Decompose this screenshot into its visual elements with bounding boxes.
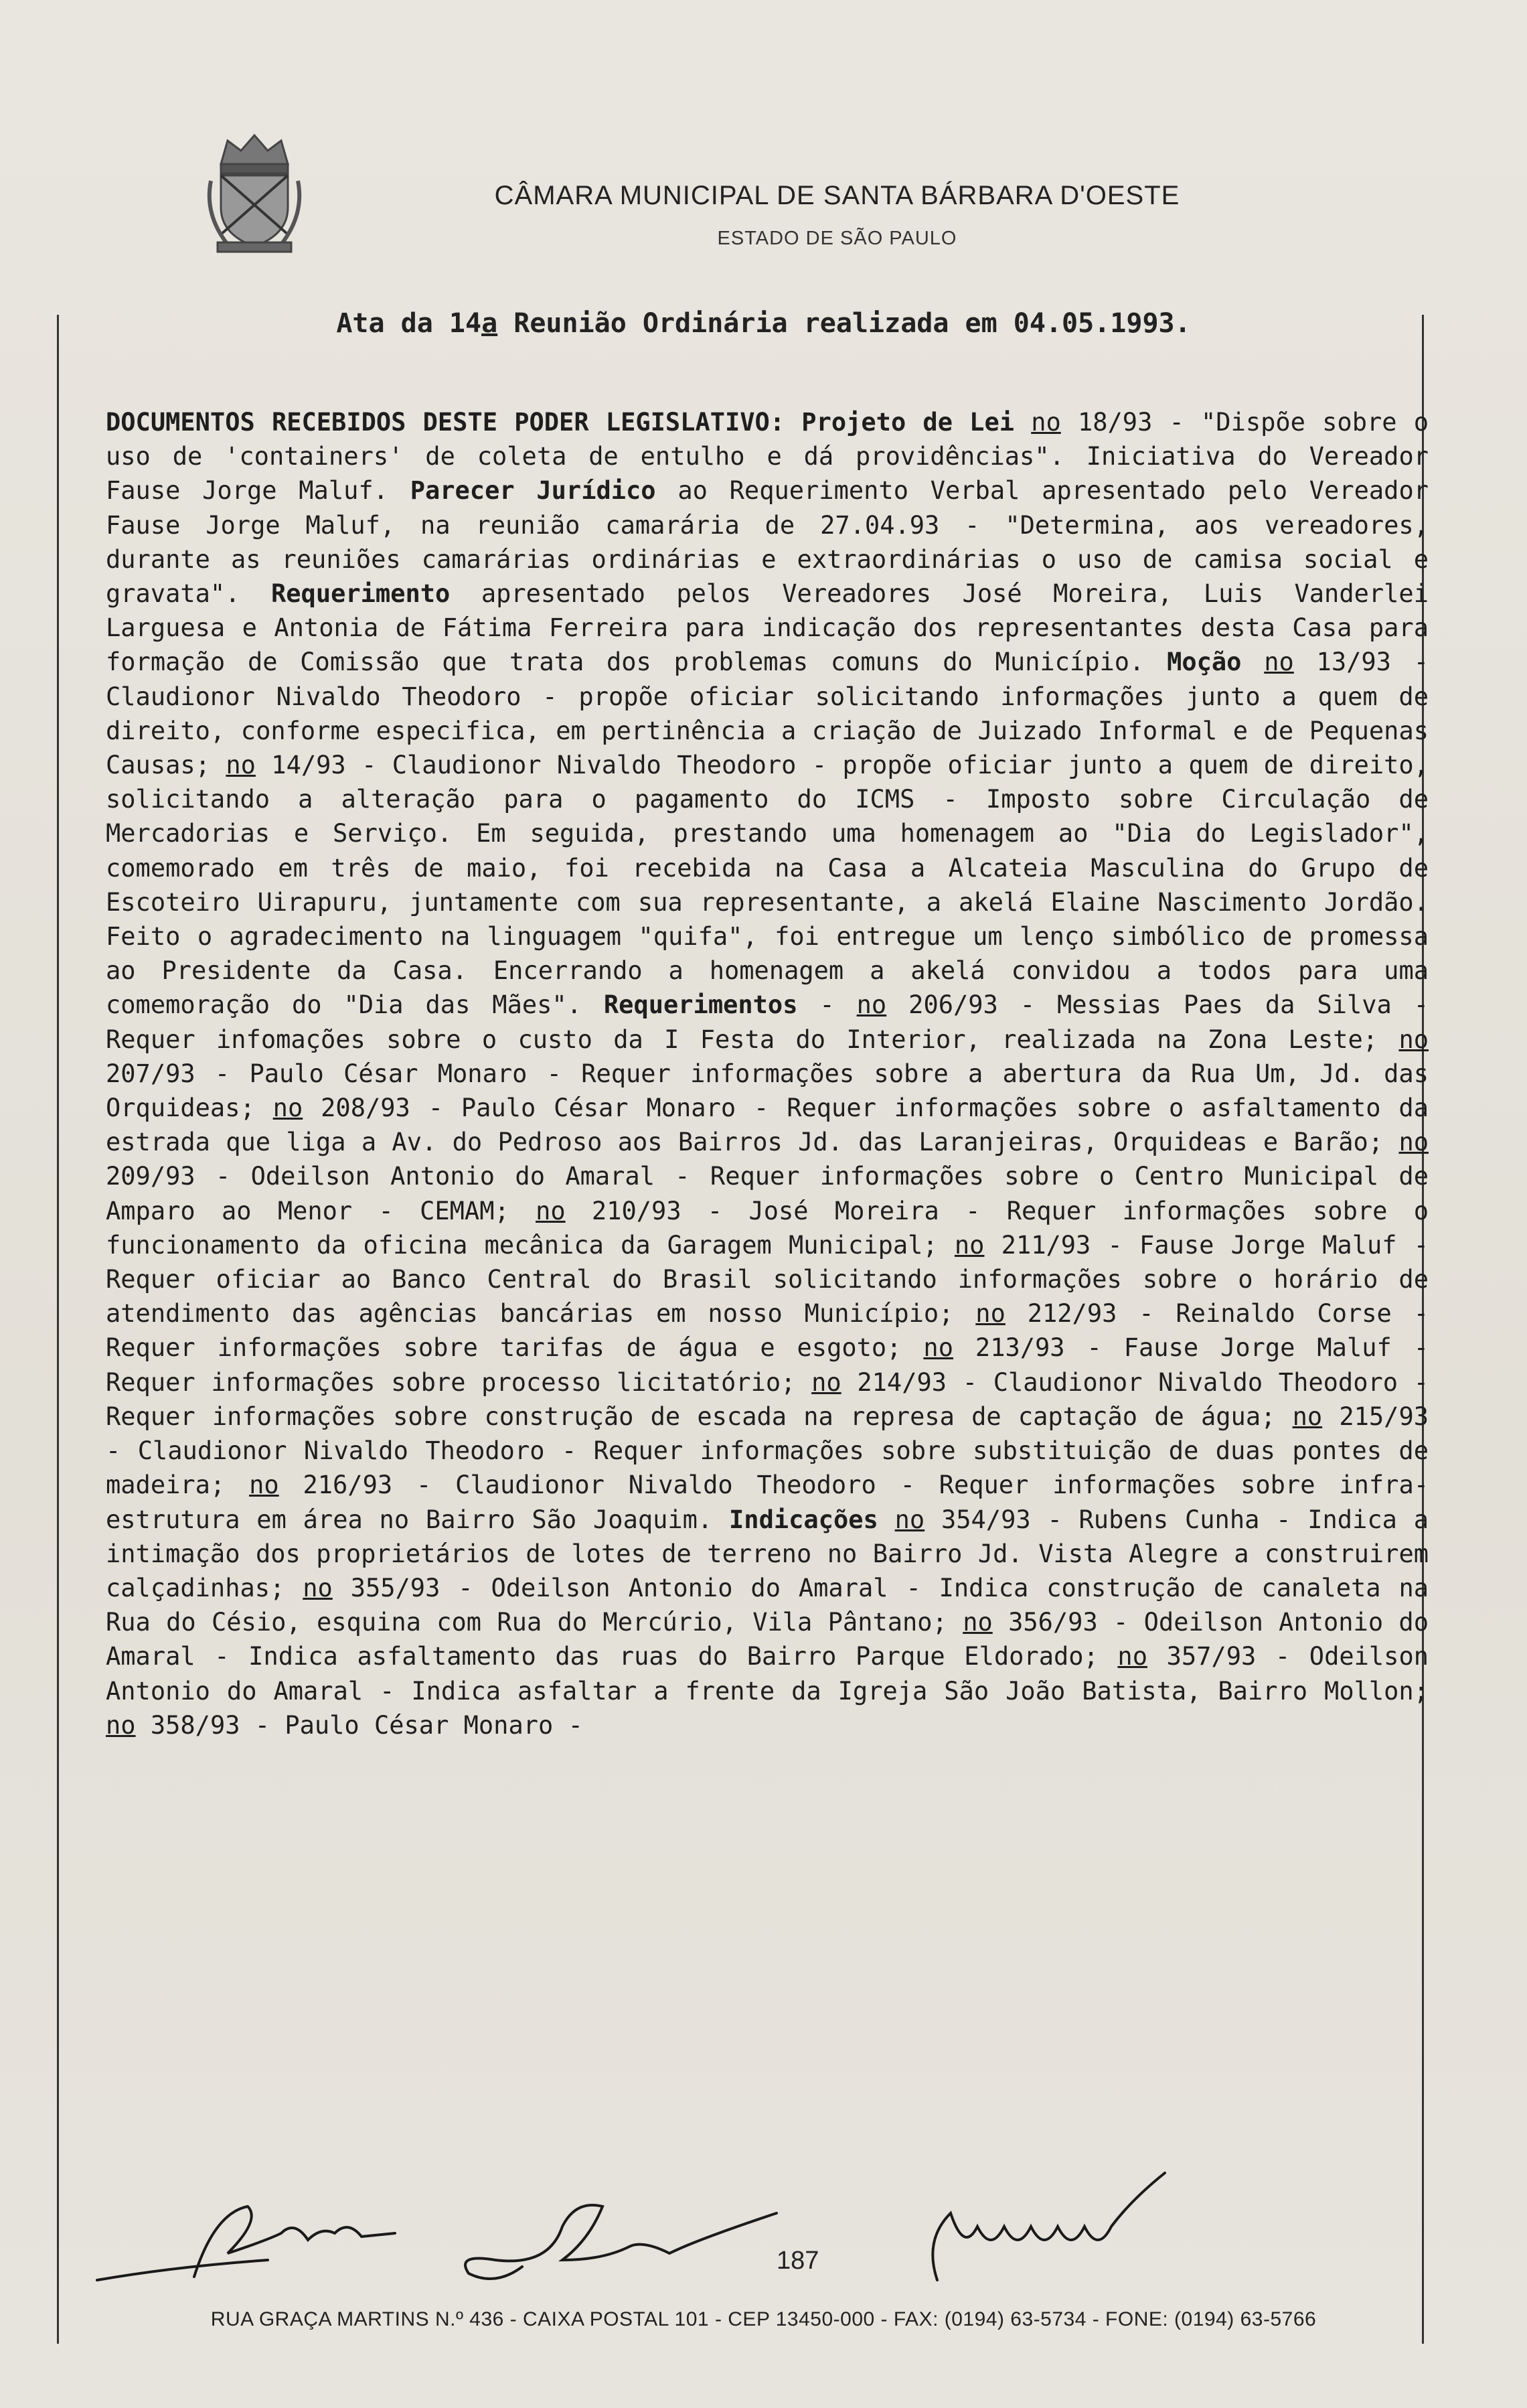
- body-segment: 356/93 - Odeilson Antonio do Amaral - Indica asfaltamento das ruas do Bairro Parque Eldorado;: [106, 1608, 1429, 1671]
- institution-name: CÂMARA MUNICIPAL DE SANTA BÁRBARA D'OESTE: [494, 181, 1180, 210]
- numero-abbr: no: [1264, 648, 1294, 677]
- body-segment: 213/93 - Fause Jorge Maluf - Requer informações sobre processo licitatório;: [106, 1333, 1429, 1397]
- numero-abbr: no: [963, 1608, 993, 1637]
- numero-abbr: no: [272, 1094, 303, 1123]
- numero-abbr: no: [894, 1505, 925, 1534]
- body-segment: apresentado pelos Vereadores José Moreira, Luis Vanderlei Larguesa e Antonia de Fátima Ferreira para indicação dos representantes desta Casa para formação de Comissão que trata dos problemas comuns do Município.: [106, 579, 1429, 677]
- body-segment: 212/93 - Reinaldo Corse - Requer informações sobre tarifas de água e esgoto;: [106, 1299, 1429, 1363]
- left-margin-rule: [57, 315, 59, 2344]
- state-name: ESTADO DE SÃO PAULO: [717, 228, 957, 249]
- numero-abbr: no: [975, 1299, 1006, 1329]
- section-documentos: DOCUMENTOS RECEBIDOS DESTE PODER LEGISLATIVO:: [106, 408, 785, 437]
- indicacoes-label: Indicações: [729, 1505, 878, 1534]
- minutes-title: [0, 308, 1527, 339]
- numero-abbr: no: [536, 1196, 566, 1225]
- footer-address: RUA GRAÇA MARTINS N.º 436 - CAIXA POSTAL 101 - CEP 13450-000 - FAX: (0194) 63-5734 - FONE: (0194) 63-5766: [210, 2308, 1317, 2330]
- numero-abbr: no: [856, 990, 887, 1020]
- body-segment: 14/93 - Claudionor Nivaldo Theodoro - propõe oficiar junto a quem de direito, solicitando a alteração para o pagamento do ICMS - Imposto sobre Circulação de Mercadorias e Serviço. Em seguida, prestando uma homenagem ao "Dia do Legislador", comemorado em três de maio, foi recebida na Casa a Alcateia Masculina do Grupo de Escoteiro Uirapuru, juntamente com sua representante, a akelá Elaine Nascimento Jordão. Feito o agradecimento na linguagem "quifa", foi entregue um lenço simbólico de promessa ao Presidente da Casa. Encerrando a homenagem a akelá convidou a todos para uma comemoração do "Dia das Mães".: [106, 751, 1429, 1020]
- body-segment: 357/93 - Odeilson Antonio do Amaral - Indica asfaltar a frente da Igreja São João Batista, Bairro Mollon;: [106, 1642, 1429, 1706]
- signature-3: [933, 2173, 1165, 2280]
- projeto-lei-label: Projeto de Lei: [785, 408, 1032, 437]
- minutes-body: [106, 405, 1429, 1742]
- body-segment: 354/93 - Rubens Cunha - Indica a intimação dos proprietários de lotes de terreno no Bairro Jd. Vista Alegre a construirem calçadinhas;: [106, 1505, 1429, 1602]
- numero-abbr: no: [303, 1573, 333, 1602]
- body-segment: 358/93 - Paulo César Monaro -: [135, 1710, 583, 1740]
- body-segment: 210/93 - José Moreira - Requer informações sobre o funcionamento da oficina mecânica da Garagem Municipal;: [106, 1196, 1429, 1260]
- numero-abbr: no: [1398, 1128, 1429, 1157]
- body-segment: 13/93 - Claudionor Nivaldo Theodoro - propõe oficiar solicitando informações junto a quem de direito, conforme especifica, em pertinência a criação de Juizado Informal e de Pequenas Causas;: [106, 648, 1429, 780]
- body-segment: ao Requerimento Verbal apresentado pelo Vereador Fause Jorge Maluf, na reunião camarária de 27.04.93 - "Determina, aos vereadores, durante as reuniões camarárias ordinárias e extraordinárias o uso de camisa social e gravata".: [106, 476, 1429, 609]
- title-prefix: Ata da 14: [336, 308, 482, 339]
- body-segment: 208/93 - Paulo César Monaro - Requer informações sobre o asfaltamento da estrada que liga a Av. do Pedroso aos Bairros Jd. das Laranjeiras, Orquideas e Barão;: [106, 1094, 1429, 1157]
- body-segment: 206/93 - Messias Paes da Silva - Requer infomações sobre o custo da I Festa do Interior, realizada na Zona Leste;: [106, 990, 1429, 1054]
- numero-abbr: no: [923, 1333, 953, 1363]
- body-segment: 211/93 - Fause Jorge Maluf - Requer oficiar ao Banco Central do Brasil solicitando informações sobre o horário de atendimento das agências bancárias em nosso Município;: [106, 1230, 1429, 1329]
- page-number: 187: [777, 2247, 819, 2275]
- signature-2: [465, 2205, 777, 2279]
- numero-abbr: no: [1292, 1402, 1323, 1431]
- body-segment: 209/93 - Odeilson Antonio do Amaral - Requer informações sobre o Centro Municipal de Amparo ao Menor - CEMAM;: [106, 1162, 1429, 1225]
- parecer-label: Parecer Jurídico: [410, 476, 656, 506]
- body-segment: 355/93 - Odeilson Antonio do Amaral - Indica construção de canaleta na Rua do Césio, esquina com Rua do Mercúrio, Vila Pântano;: [106, 1573, 1429, 1637]
- body-segment: 214/93 - Claudionor Nivaldo Theodoro - Requer informações sobre construção de escada na represa de captação de água;: [106, 1367, 1429, 1431]
- title-suffix: Reunião Ordinária realizada em 04.05.1993.: [497, 308, 1191, 339]
- body-segment: 18/93 - "Dispõe sobre o uso de 'containers' de coleta de entulho e dá providências". Iniciativa do Vereador Fause Jorge Maluf.: [106, 408, 1429, 506]
- numero-abbr: no: [1117, 1642, 1147, 1671]
- numero-abbr: no: [811, 1367, 841, 1397]
- signature-1: [97, 2206, 395, 2280]
- body-segment: 215/93 - Claudionor Nivaldo Theodoro - Requer informações sobre substituição de duas pontes de madeira;: [106, 1402, 1429, 1500]
- requerimento-label: Requerimento: [271, 579, 451, 609]
- numero-abbr: no: [226, 751, 256, 780]
- body-segment: 216/93 - Claudionor Nivaldo Theodoro - Requer informações sobre infra-estrutura em área no Bairro São Joaquim.: [106, 1471, 1429, 1534]
- requerimentos-label: Requerimentos: [603, 990, 798, 1020]
- title-ordinal: a: [481, 308, 498, 339]
- signatures-area: [94, 2160, 1232, 2293]
- mocao-label: Moção: [1167, 648, 1242, 677]
- numero-abbr: no: [106, 1710, 136, 1740]
- numero-abbr: no: [1031, 408, 1061, 437]
- body-segment: 207/93 - Paulo César Monaro - Requer informações sobre a abertura da Rua Um, Jd. das Orquideas;: [106, 1059, 1429, 1123]
- numero-abbr: no: [954, 1230, 985, 1260]
- numero-abbr: no: [249, 1471, 279, 1500]
- body-segment: -: [797, 990, 857, 1020]
- numero-abbr: no: [1398, 1025, 1429, 1054]
